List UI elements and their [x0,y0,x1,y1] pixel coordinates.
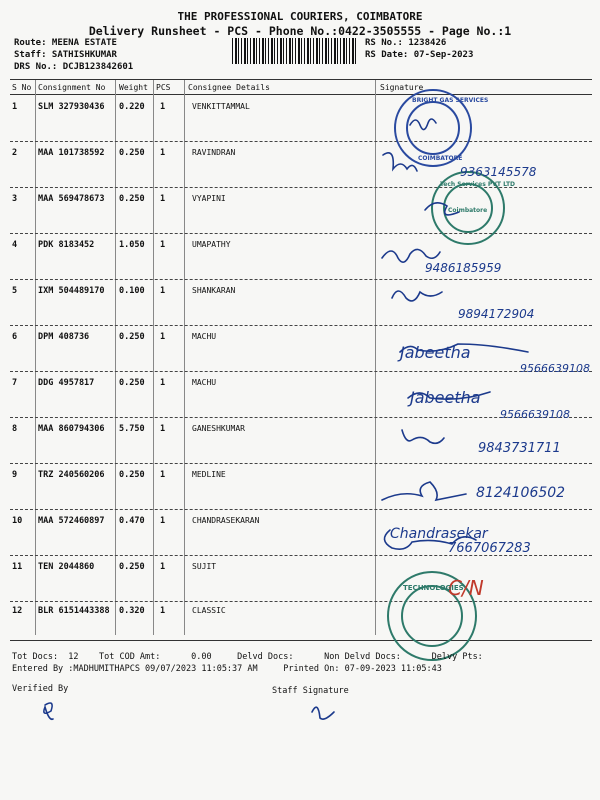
row-weight: 0.320 [119,606,145,616]
row-sno: 12 [12,606,23,616]
row-consignment: MAA 572460897 [38,516,105,526]
row-consignment: IXM 504489170 [38,286,105,296]
row-consignment: TEN 2044860 [38,562,95,572]
col-header-consignee: Consignee Details [188,83,270,92]
signature-scribble [402,430,444,443]
row-pcs: 1 [160,102,166,112]
row-weight: 1.050 [119,240,145,250]
row-sno: 1 [12,102,18,112]
row-consignee: RAVINDRAN [192,148,236,157]
handwritten-phone: 9566639108 [520,362,590,375]
totals-line: Tot Docs: 12 Tot COD Amt: 0.00 Delvd Docs: Non Delvd Docs: Delvy Pts: [12,652,483,662]
signature-scribble [392,291,442,301]
handwritten-phone: 8124106502 [476,485,566,501]
row-consignee: UMAPATHY [192,240,231,249]
row-sno: 4 [12,240,18,250]
row-sno: 9 [12,470,18,480]
row-consignee: MEDLINE [192,470,226,479]
staff-signature-mark [312,707,334,719]
row-consignee: CHANDRASEKARAN [192,516,260,525]
row-sno: 10 [12,516,23,526]
row-weight: 0.100 [119,286,145,296]
row-weight: 0.470 [119,516,145,526]
stamp-1-text: BRIGHT GAS SERVICES [412,97,489,104]
company-stamp-1-inner [407,102,459,154]
row-consignee: CLASSIC [192,606,226,615]
row-weight: 0.220 [119,102,145,112]
row-sno: 2 [12,148,18,158]
row-sno: 6 [12,332,18,342]
row-sno: 7 [12,378,18,388]
col-header-weight: Weight [119,83,148,92]
row-consignee: SHANKARAN [192,286,236,295]
route-label: Route: MEENA ESTATE [14,38,117,48]
company-title: THE PROFESSIONAL COURIERS, COIMBATORE [177,10,423,23]
stamp-2-text: Tech Services PVT LTD [440,181,516,188]
handwritten-name: Chandrasekar [390,526,488,542]
col-header-consignment: Consignment No [38,83,106,92]
row-pcs: 1 [160,148,166,158]
row-sno: 5 [12,286,18,296]
row-consignee: VYAPINI [192,194,226,203]
row-consignment: PDK 8183452 [38,240,95,250]
handwritten-phone: 9486185959 [425,261,502,275]
rs-date: RS Date: 07-Sep-2023 [365,50,474,60]
row-pcs: 1 [160,378,166,388]
row-sno: 8 [12,424,18,434]
handwritten-phone: 9566639108 [500,408,570,421]
stamp-3-text: TECHNOLOGIES [403,584,464,592]
row-weight: 5.750 [119,424,145,434]
rs-number: RS No.: 1238426 [365,38,447,48]
row-pcs: 1 [160,240,166,250]
row-consignment: DPM 408736 [38,332,90,342]
row-pcs: 1 [160,516,166,526]
row-consignee: MACHU [192,332,217,341]
row-consignment: BLR 6151443388 [38,606,110,616]
row-weight: 0.250 [119,378,145,388]
row-consignee: MACHU [192,378,217,387]
row-consignee: VENKITTAMMAL [192,102,250,111]
col-header-pcs: PCS [156,83,171,92]
col-header-signature: Signature [380,83,424,92]
staff-signature-label: Staff Signature [272,686,349,696]
col-header-sno: S No [12,83,32,92]
row-consignment: MAA 101738592 [38,148,105,158]
row-pcs: 1 [160,286,166,296]
verifier-signature [44,703,53,719]
drs-number: DRS No.: DCJB123842601 [14,62,134,72]
handwritten-phone: 9894172904 [458,307,535,321]
row-pcs: 1 [160,606,166,616]
row-consignment: DDG 4957817 [38,378,95,388]
row-consignment: SLM 327930436 [38,102,105,112]
row-pcs: 1 [160,194,166,204]
row-consignee: SUJIT [192,562,217,571]
signature-scribble [383,153,417,171]
staff-label: Staff: SATHISHKUMAR [14,50,117,60]
handwritten-phone: 9843731711 [478,441,561,456]
entered-by-line: Entered By :MADHUMITHAPCS 09/07/2023 11:05:37 AM Printed On: 07-09-2023 11:05:43 [12,664,442,674]
row-weight: 0.250 [119,562,145,572]
row-sno: 3 [12,194,18,204]
row-weight: 0.250 [119,148,145,158]
row-sno: 11 [12,562,23,572]
row-consignment: TRZ 240560206 [38,470,105,480]
row-pcs: 1 [160,470,166,480]
handwritten-phone: 7667067283 [448,541,531,556]
handwritten-name: Jabeetha [400,343,471,362]
handwritten-phone: 9363145578 [460,165,537,179]
signature-scribble [410,119,436,130]
row-weight: 0.250 [119,194,145,204]
row-consignment: MAA 860794306 [38,424,105,434]
signature-scribble [382,482,466,500]
row-pcs: 1 [160,562,166,572]
handwritten-name: Jabeetha [410,388,481,407]
row-consignment: MAA 569478673 [38,194,105,204]
row-weight: 0.250 [119,332,145,342]
verified-by-label: Verified By [12,684,69,694]
handwritten-cn-note: C/N [448,576,484,600]
runsheet-subtitle: Delivery Runsheet - PCS - Phone No.:0422-3505555 - Page No.:1 [88,24,512,38]
row-weight: 0.250 [119,470,145,480]
row-pcs: 1 [160,332,166,342]
stamp-2-city: Coimbatore [448,207,488,214]
row-consignee: GANESHKUMAR [192,424,245,433]
row-pcs: 1 [160,424,166,434]
stamp-1-city: COIMBATORE [418,155,463,162]
